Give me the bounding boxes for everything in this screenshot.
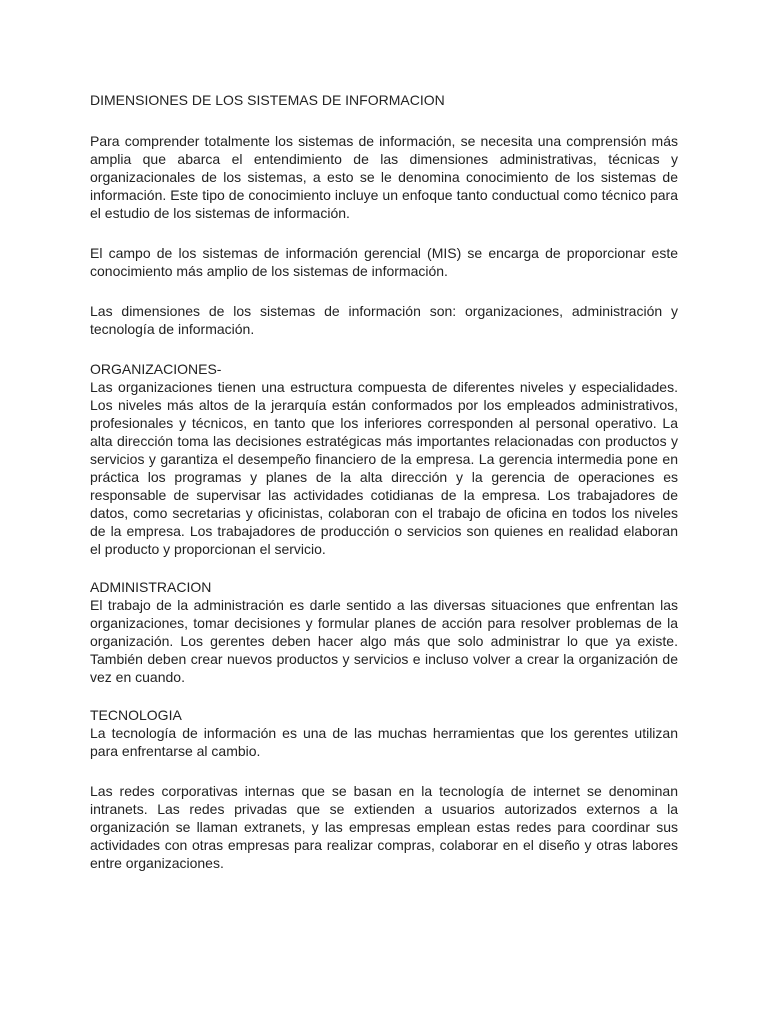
section-body: Las organizaciones tienen una estructura compuesta de diferentes niveles y especialidades. Los niveles más altos de la jerarquía están conformados por los empleados administrativos, profesionales y técnicos, en tanto que los inferiores corresponden al personal operativo. La alta dirección toma las decisiones estratégicas más importantes relacionadas con productos y servicios y garantiza el desempeño financiero de la empresa. La gerencia intermedia pone en práctica los programas y planes de la alta dirección y la gerencia de operaciones es responsable de supervisar las actividades cotidianas de la empresa. Los trabajadores de datos, como secretarias y oficinistas, colaboran con el trabajo de oficina en todos los niveles de la empresa. Los trabajadores de producción o servicios son quienes en realidad elaboran el producto y proporcionan el servicio. (90, 379, 678, 557)
section-administracion (90, 578, 678, 686)
section-heading: ORGANIZACIONES- (90, 361, 222, 377)
closing-paragraph: Las redes corporativas internas que se basan en la tecnología de internet se denominan intranets. Las redes privadas que se extienden a usuarios autorizados externos a la organización se llaman extranets, y las empresas emplean estas redes para coordinar sus actividades con otras empresas para realizar compras, colaborar en el diseño y otras labores entre organizaciones. (90, 783, 678, 871)
section-tecnologia (90, 706, 678, 760)
section-heading: TECNOLOGIA (90, 707, 182, 723)
section-organizaciones (90, 360, 678, 558)
intro-paragraph-3: Las dimensiones de los sistemas de información son: organizaciones, administración y tecnología de información. (90, 303, 678, 337)
intro-paragraph-1: Para comprender totalmente los sistemas de información, se necesita una comprensión más amplia que abarca el entendimiento de las dimensiones administrativas, técnicas y organizacionales de los sistemas, a esto se le denomina conocimiento de los sistemas de información. Este tipo de conocimiento incluye un enfoque tanto conductual como técnico para el estudio de los sistemas de información. (90, 133, 678, 221)
section-body: El trabajo de la administración es darle sentido a las diversas situaciones que enfrentan las organizaciones, tomar decisiones y formular planes de acción para resolver problemas de la organización. Los gerentes deben hacer algo más que solo administrar lo que ya existe. También deben crear nuevos productos y servicios e incluso volver a crear la organización de vez en cuando. (90, 597, 678, 685)
document-page (90, 88, 678, 894)
intro-paragraph-2: El campo de los sistemas de información gerencial (MIS) se encarga de proporcionar este conocimiento más amplio de los sistemas de información. (90, 245, 678, 279)
section-heading: ADMINISTRACION (90, 579, 212, 595)
document-title: DIMENSIONES DE LOS SISTEMAS DE INFORMACION (90, 92, 445, 108)
section-body: La tecnología de información es una de las muchas herramientas que los gerentes utilizan para enfrentarse al cambio. (90, 725, 678, 759)
